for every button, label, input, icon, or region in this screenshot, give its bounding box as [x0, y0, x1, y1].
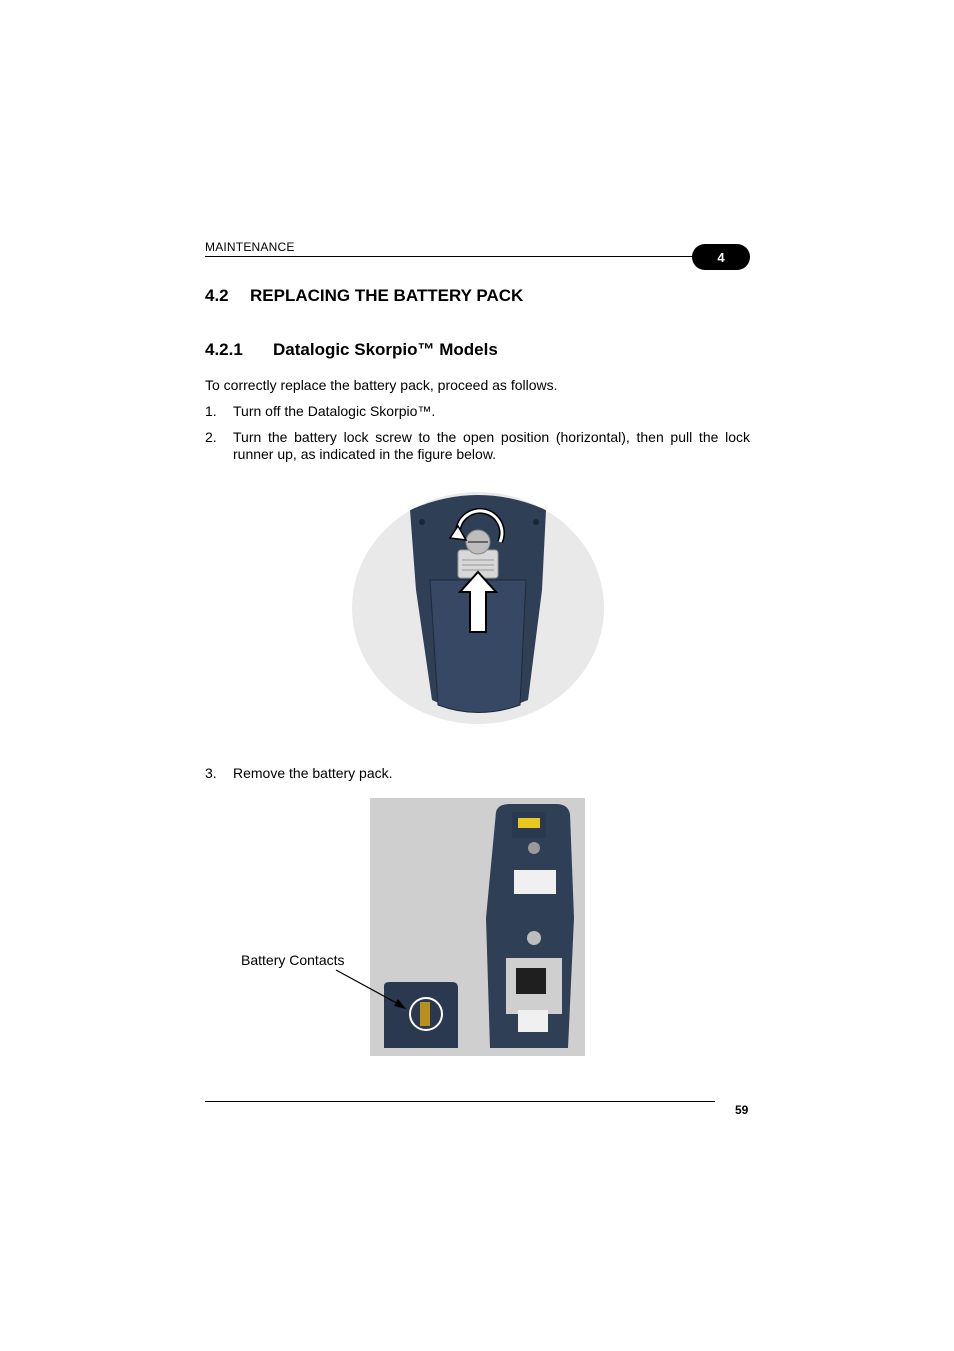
figure-battery-lock	[350, 490, 606, 726]
header-rule	[205, 256, 710, 257]
laser-warning-label	[518, 818, 540, 828]
step-2-text: Turn the battery lock screw to the open position (horizontal), then pull the lock runner up, as indicated in the figure below.	[233, 429, 750, 462]
product-label	[514, 870, 556, 894]
figure-battery-removed	[370, 798, 585, 1056]
footer-rule	[205, 1101, 715, 1102]
section-title: REPLACING THE BATTERY PACK	[250, 286, 524, 305]
subsection-number: 4.2.1	[205, 340, 243, 359]
page-number: 59	[735, 1103, 749, 1117]
battery-contacts-callout: Battery Contacts	[241, 952, 345, 968]
section-number: 4.2	[205, 286, 229, 305]
step-3-number: 3.	[205, 765, 217, 781]
chapter-badge: 4	[692, 244, 750, 270]
step-2-number: 2.	[205, 429, 217, 445]
running-head: MAINTENANCE	[205, 240, 295, 254]
step-1-text: Turn off the Datalogic Skorpio™.	[233, 403, 436, 419]
intro-paragraph: To correctly replace the battery pack, proceed as follows.	[205, 377, 558, 393]
subsection-title: Datalogic Skorpio™ Models	[273, 340, 498, 359]
step-1-number: 1.	[205, 403, 217, 419]
step-3-text: Remove the battery pack.	[233, 765, 393, 781]
battery-contacts	[420, 1002, 430, 1026]
